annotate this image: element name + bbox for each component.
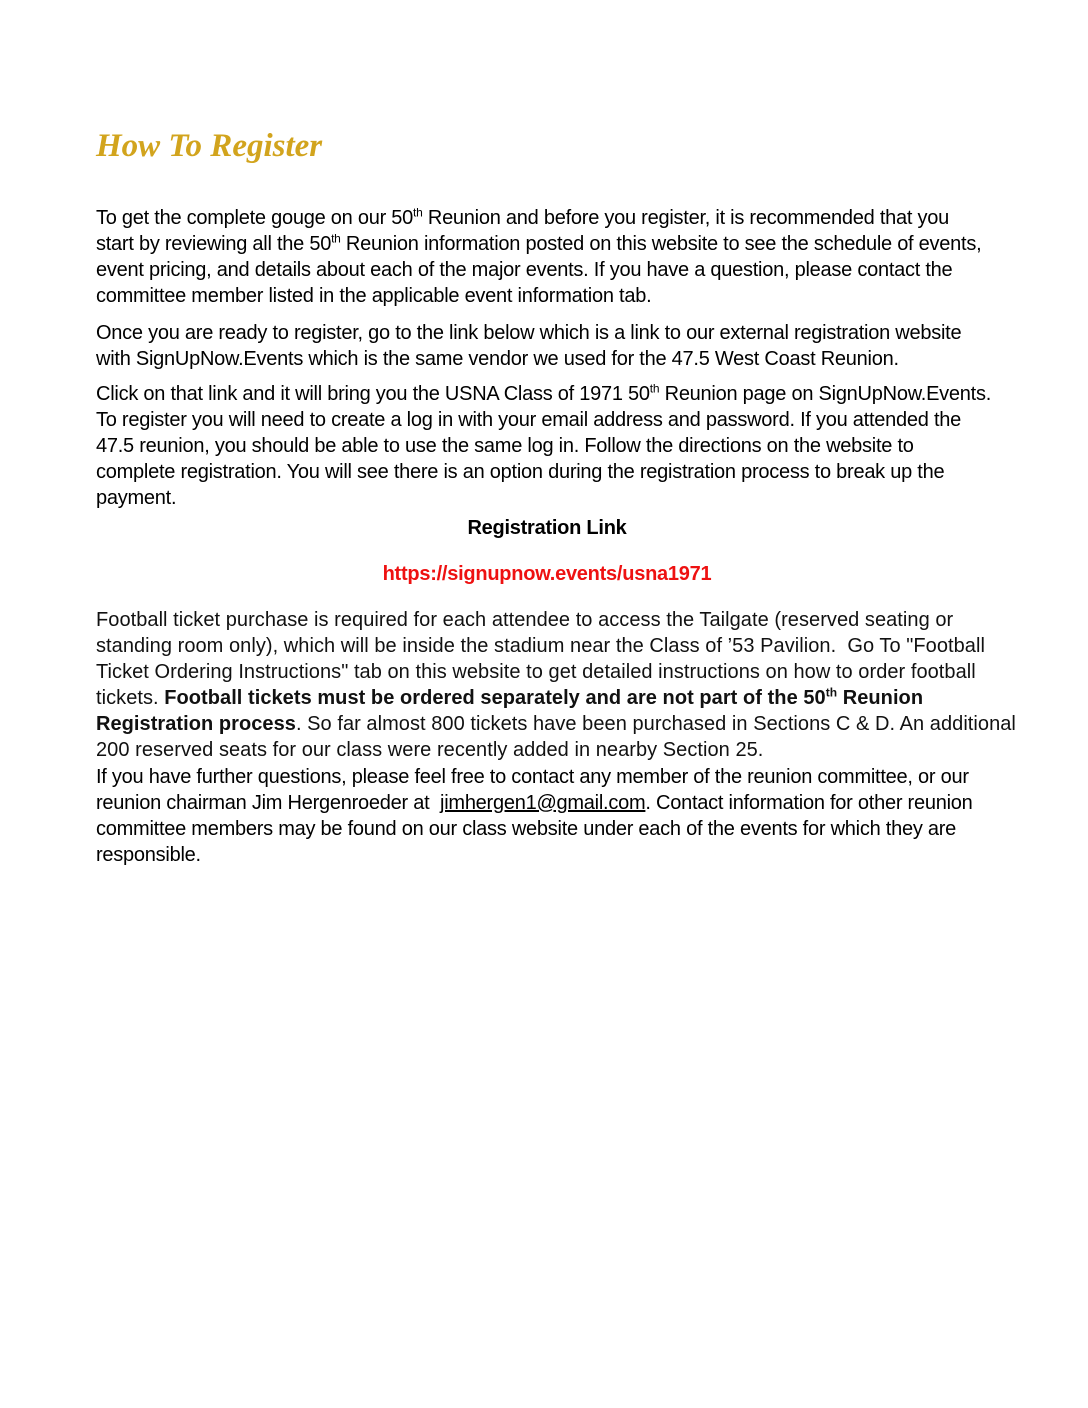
text-line	[96, 346, 998, 372]
text-run: th	[331, 231, 341, 246]
text-run: payment.	[96, 487, 177, 509]
text-run: Reunion and before you register, it is recommended that you	[422, 207, 949, 229]
text-line	[96, 685, 998, 711]
registration-link-heading: Registration Link	[467, 517, 627, 539]
text-run: with SignUpNow.Events which is the same vendor we used for the 47.5 West Coast Reunion.	[96, 348, 899, 370]
text-run: To register you will need to create a log in with your email address and password. If you attended the	[96, 409, 961, 431]
text-run: Football ticket purchase is required for each attendee to access the Tailgate (reserved seating or	[96, 609, 954, 631]
text-line	[96, 433, 998, 459]
text-run: 47.5 reunion, you should be able to use the same log in. Follow the directions on the website to	[96, 435, 914, 457]
text-line	[96, 257, 998, 283]
text-run: Click on that link and it will bring you the USNA Class of 1971 50	[96, 383, 650, 405]
text-run: th	[413, 205, 423, 220]
text-line	[96, 711, 1016, 737]
text-run: . So far almost 800 tickets have been purchased in Sections C & D. An additional	[295, 713, 1016, 735]
football-tickets-paragraph	[96, 607, 1016, 763]
text-run: Registration process	[96, 713, 296, 735]
text-run: To get the complete gouge on our 50	[96, 207, 414, 229]
text-run: responsible.	[96, 844, 201, 866]
text-line	[96, 633, 998, 659]
text-run: 200 reserved seats for our class were recently added in nearby Section 25.	[96, 739, 764, 761]
text-run: . Contact information for other reunion	[645, 792, 973, 814]
text-line	[96, 816, 998, 842]
text-run: standing room only), which will be inside the stadium near the Class of ’53 Pavilion. Go To "Football	[96, 635, 985, 657]
registration-link-row	[96, 561, 998, 587]
text-line	[96, 607, 998, 633]
overview-paragraph	[96, 205, 998, 309]
text-run: event pricing, and details about each of the major events. If you have a question, please contact the	[96, 259, 953, 281]
text-line	[96, 407, 998, 433]
text-line	[96, 283, 998, 309]
page-title: How To Register	[96, 128, 323, 164]
registration-website-paragraph	[96, 320, 998, 372]
text-run: Reunion information posted on this website to see the schedule of events,	[340, 233, 982, 255]
text-line	[96, 205, 998, 231]
text-run: start by reviewing all the 50	[96, 233, 332, 255]
contact-paragraph	[96, 764, 998, 868]
text-line	[96, 737, 998, 763]
login-instructions-paragraph	[96, 381, 998, 511]
text-run: committee member listed in the applicable event information tab.	[96, 285, 652, 307]
text-line	[96, 790, 998, 816]
text-line	[96, 381, 998, 407]
email-link[interactable]: jimhergen1@gmail.com	[440, 792, 646, 814]
text-line	[96, 459, 998, 485]
text-run: tickets.	[96, 687, 165, 709]
text-run: If you have further questions, please feel free to contact any member of the reunion committee, or our	[96, 766, 969, 788]
registration-link[interactable]: https://signupnow.events/usna1971	[382, 563, 712, 585]
text-run: complete registration. You will see there is an option during the registration process to break up the	[96, 461, 945, 483]
text-run: th	[825, 685, 838, 700]
text-line	[96, 485, 998, 511]
text-run: Ticket Ordering Instructions" tab on this website to get detailed instructions on how to order football	[96, 661, 976, 683]
text-run: committee members may be found on our class website under each of the events for which they are	[96, 818, 957, 840]
text-run: Reunion page on SignUpNow.Events.	[659, 383, 992, 405]
text-run: Once you are ready to register, go to the link below which is a link to our external registration website	[96, 322, 962, 344]
text-run: Reunion	[837, 687, 924, 709]
text-line	[96, 659, 998, 685]
text-run: reunion chairman Jim Hergenroeder at	[96, 792, 441, 814]
registration-link-section	[96, 515, 998, 541]
text-run: Football tickets must be ordered separately and are not part of the 50	[164, 687, 826, 709]
text-line	[96, 320, 998, 346]
text-line	[96, 764, 998, 790]
text-line	[96, 231, 998, 257]
text-line	[96, 842, 998, 868]
text-run: th	[649, 381, 660, 396]
